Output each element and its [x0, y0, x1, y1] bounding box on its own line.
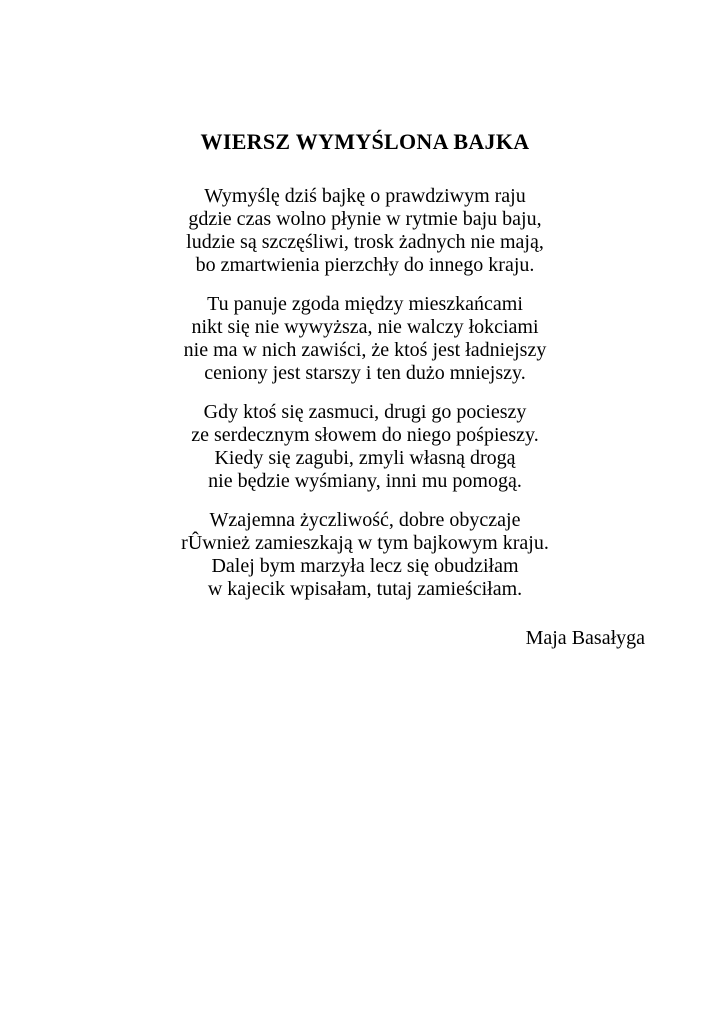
- poem-line: Dalej bym marzyła lecz się obudziłam: [211, 555, 519, 577]
- poem-line: Kiedy się zagubi, zmyli własną drogą: [214, 447, 516, 469]
- author-signature: Maja Basałyga: [525, 627, 645, 649]
- stanza-1: [85, 185, 645, 277]
- poem-line: Wymyślę dziś bajkę o prawdziwym raju: [204, 185, 526, 207]
- poem-line: Wzajemna życzliwość, dobre obyczaje: [209, 509, 521, 531]
- poem-line: ceniony jest starszy i ten dużo mniejszy.: [204, 362, 526, 384]
- stanza-4: [85, 509, 645, 601]
- poem-line: nikt się nie wywyższa, nie walczy łokciami: [191, 316, 539, 338]
- poem-line: bo zmartwienia pierzchły do innego kraju.: [195, 254, 535, 276]
- poem-line: w kajecik wpisałam, tutaj zamieściłam.: [207, 578, 523, 600]
- stanza-3: [85, 401, 645, 493]
- poem-line: ze serdecznym słowem do niego pośpieszy.: [191, 424, 539, 446]
- poem-line: ludzie są szczęśliwi, trosk żadnych nie mają,: [186, 231, 544, 253]
- poem-line: rÛwnież zamieszkają w tym bajkowym kraju.: [181, 532, 549, 554]
- poem-line: gdzie czas wolno płynie w rytmie baju baju,: [188, 208, 542, 230]
- stanza-2: [85, 293, 645, 385]
- poem-line: nie ma w nich zawiści, że ktoś jest ładniejszy: [183, 339, 547, 361]
- poem-line: Tu panuje zgoda między mieszkańcami: [207, 293, 523, 315]
- poem-line: Gdy ktoś się zasmuci, drugi go pocieszy: [203, 401, 527, 423]
- poem-line: nie będzie wyśmiany, inni mu pomogą.: [208, 470, 522, 492]
- poem-title: WIERSZ WYMYŚLONA BAJKA: [200, 129, 530, 154]
- poem: [85, 128, 645, 650]
